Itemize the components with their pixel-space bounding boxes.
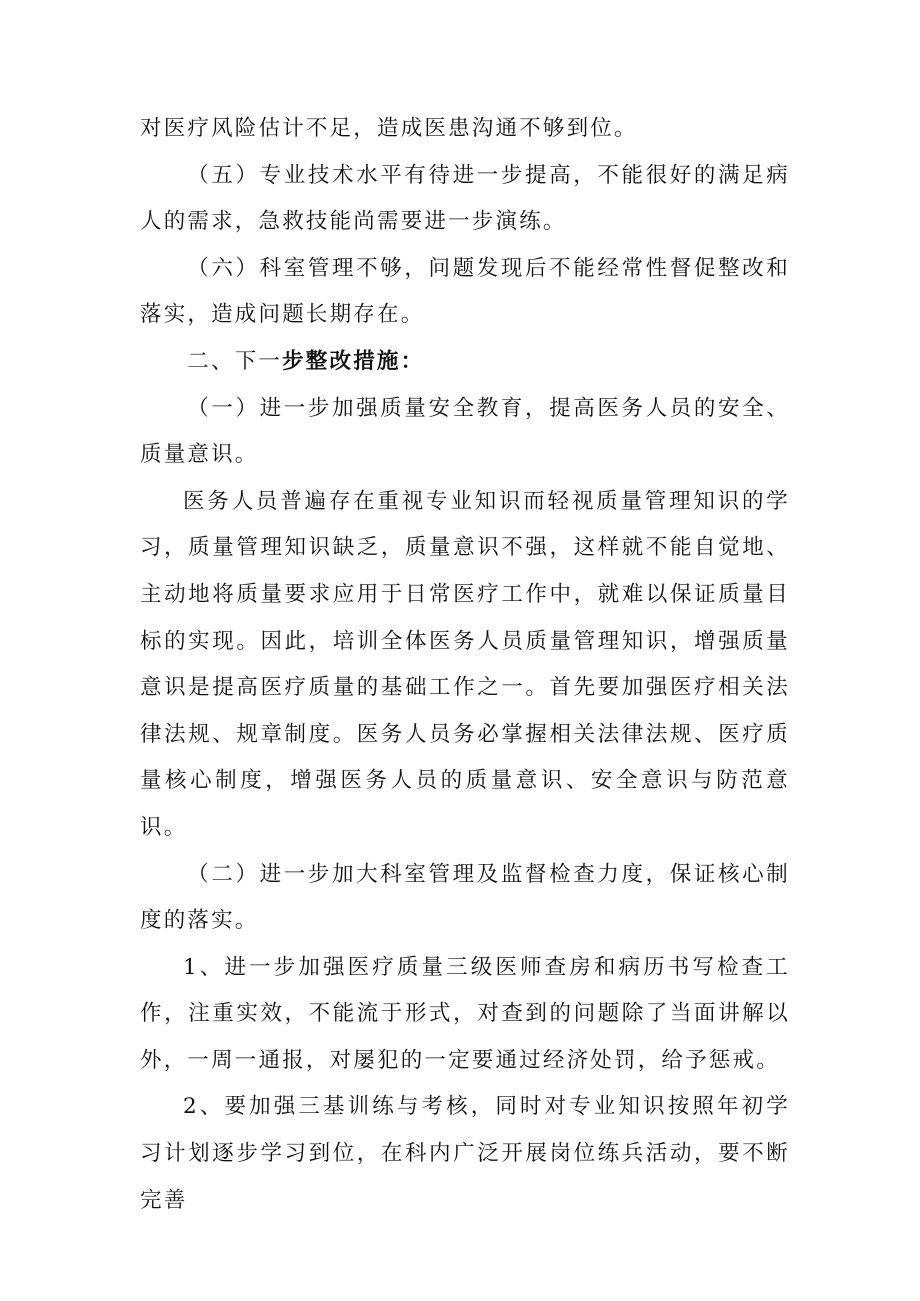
paragraph-sub-item-two: 2、要加强三基训练与考核，同时对专业知识按照年初学习计划逐步学习到位，在科内广泛开展岗位练兵活动，要不断完善 bbox=[140, 1094, 790, 1213]
section-heading-two bbox=[140, 339, 790, 386]
paragraph-item-six: （六）科室管理不够，问题发现后不能经常性督促整改和落实，造成问题长期存在。 bbox=[140, 255, 790, 328]
paragraph-measure-two: （二）进一步加大科室管理及监督检查力度，保证核心制度的落实。 bbox=[140, 861, 790, 934]
paragraph-measure-one: （一）进一步加强质量安全教育，提高医务人员的安全、质量意识。 bbox=[140, 395, 790, 468]
paragraph-quality-training: 医务人员普遍存在重视专业知识而轻视质量管理知识的学习，质量管理知识缺乏，质量意识不强，这样就不能自觉地、主动地将质量要求应用于日常医疗工作中，就难以保证质量目标的实现。因此，培训全体医务人员质量管理知识，增强质量意识是提高医疗质量的基础工作之一。首先要加强医疗相关法律法规、规章制度。医务人员务必掌握相关法律法规、医疗质量核心制度，增强医务人员的质量意识、安全意识与防范意识。 bbox=[140, 488, 790, 840]
section-heading-prefix: 二、下一 bbox=[187, 348, 283, 374]
section-heading-bold: 步整改措施： bbox=[282, 348, 425, 374]
paragraph-medical-risk: 对医疗风险估计不足，造成医患沟通不够到位。 bbox=[140, 116, 638, 141]
document-body bbox=[140, 106, 790, 1224]
paragraph-item-five: （五）专业技术水平有待进一步提高，不能很好的满足病人的需求，急救技能尚需要进一步演练。 bbox=[140, 162, 790, 235]
paragraph-sub-item-one: 1、进一步加强医疗质量三级医师查房和病历书写检查工作，注重实效，不能流于形式，对查到的问题除了当面讲解以外，一周一通报，对屡犯的一定要通过经济处罚，给予惩戒。 bbox=[140, 954, 790, 1073]
